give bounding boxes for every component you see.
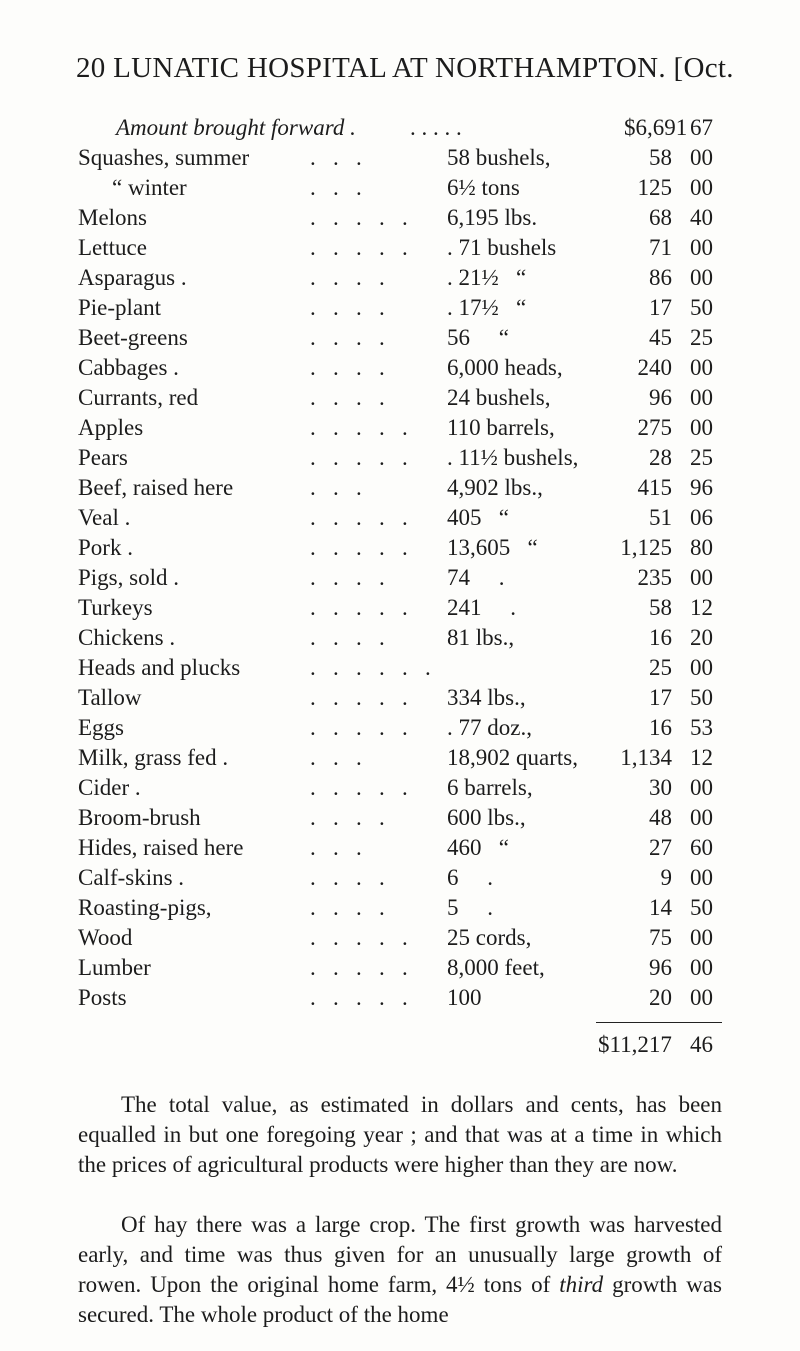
row-item-label: Calf-skins . — [78, 865, 185, 890]
row-cents: 53 — [690, 715, 713, 740]
row-item-label: Melons — [78, 205, 147, 230]
row-quantity: 6,000 heads, — [447, 355, 563, 380]
row-item-label: Roasting-pigs, — [78, 895, 212, 920]
row-cents: 40 — [690, 205, 713, 230]
row-cents: 00 — [690, 955, 713, 980]
row-quantity: 405 “ — [447, 505, 509, 530]
row-dollars: 28 — [649, 445, 672, 470]
row-dollars: 16 — [649, 715, 672, 740]
grand-total-dollars: $11,217 — [598, 1032, 672, 1057]
row-item-label: Wood — [78, 925, 133, 950]
table-row — [0, 655, 800, 685]
row-quantity: 600 lbs., — [447, 805, 526, 830]
table-row — [0, 475, 800, 505]
row-quantity: 58 bushels, — [447, 145, 551, 170]
row-item-label: Asparagus . — [78, 265, 187, 290]
row-dollars: 58 — [649, 595, 672, 620]
row-leader-dots: . . . . . — [310, 595, 408, 620]
row-item-label: Lettuce — [78, 235, 147, 260]
row-cents: 00 — [690, 355, 713, 380]
table-row — [0, 985, 800, 1015]
table-row — [0, 775, 800, 805]
paragraph-hay-crop: Of hay there was a large crop. The first growth was harvested early, and time was thus given for an unusually large growth of rowen. Upon the original home farm, 4½ tons of third growth was secured. The whole product of the home — [78, 1212, 722, 1327]
row-dollars: 9 — [660, 865, 672, 890]
table-row — [0, 715, 800, 745]
row-leader-dots: . . . . . — [310, 955, 408, 980]
row-dollars: 20 — [649, 985, 672, 1010]
row-cents: 20 — [690, 625, 713, 650]
table-row — [0, 805, 800, 835]
row-quantity: 56 “ — [447, 325, 509, 350]
row-cents: 50 — [690, 685, 713, 710]
row-quantity: 460 “ — [447, 835, 509, 860]
row-cents: 96 — [690, 475, 713, 500]
row-cents: 50 — [690, 895, 713, 920]
row-item-label: Posts — [78, 985, 127, 1010]
row-item-label: Cabbages . — [78, 355, 179, 380]
row-cents: 06 — [690, 505, 713, 530]
row-dollars: 96 — [649, 955, 672, 980]
row-cents: 25 — [690, 445, 713, 470]
row-quantity: 18,902 quarts, — [447, 745, 578, 770]
row-cents: 00 — [690, 805, 713, 830]
row-cents: 12 — [690, 745, 713, 770]
row-dollars: 16 — [649, 625, 672, 650]
paragraph-total-value: The total value, as estimated in dollars and cents, has been equalled in but one foregoing year ; and that was at a time in which the prices of agricultural products were higher than they are now. — [78, 1092, 722, 1177]
row-quantity: 74 . — [447, 565, 505, 590]
row-leader-dots: . . . . — [310, 265, 385, 290]
table-row — [0, 295, 800, 325]
row-dollars: 415 — [637, 475, 672, 500]
row-quantity: 110 barrels, — [447, 415, 555, 440]
row-leader-dots: . . . . . — [310, 925, 408, 950]
row-leader-dots: . . . . . — [310, 715, 408, 740]
row-item-label: Pears — [78, 445, 128, 470]
table-row — [0, 385, 800, 415]
row-dollars: 125 — [637, 175, 672, 200]
row-cents: 25 — [690, 325, 713, 350]
table-row — [0, 445, 800, 475]
row-quantity: . 11½ bushels, — [447, 445, 579, 470]
row-item-label: Beet-greens — [78, 325, 188, 350]
row-dollars: 51 — [649, 505, 672, 530]
row-dollars: 240 — [637, 355, 672, 380]
row-leader-dots: . . . . — [310, 805, 385, 830]
row-cents: 00 — [690, 145, 713, 170]
table-row — [0, 745, 800, 775]
row-dollars: 45 — [649, 325, 672, 350]
row-item-label: “ winter — [112, 175, 187, 200]
row-quantity: . 77 doz., — [447, 715, 532, 740]
row-item-label: Heads and plucks — [78, 655, 241, 680]
row-quantity: 24 bushels, — [447, 385, 551, 410]
row-item-label: Currants, red — [78, 385, 199, 410]
table-row — [0, 325, 800, 355]
row-cents: 00 — [690, 655, 713, 680]
table-row — [0, 865, 800, 895]
table-row — [0, 835, 800, 865]
row-dollars: 17 — [649, 295, 672, 320]
brought-forward-label: Amount brought forward . — [116, 115, 356, 140]
row-item-label: Chickens . — [78, 625, 176, 650]
table-row — [0, 205, 800, 235]
table-row — [0, 145, 800, 175]
row-dollars: 71 — [649, 235, 672, 260]
row-cents: 50 — [690, 295, 713, 320]
row-quantity: 4,902 lbs., — [447, 475, 543, 500]
row-leader-dots: . . . . — [310, 865, 385, 890]
row-leader-dots: . . . . . — [310, 205, 408, 230]
row-leader-dots: . . . . — [310, 355, 385, 380]
row-item-label: Squashes, summer — [78, 145, 250, 170]
row-item-label: Turkeys — [78, 595, 153, 620]
row-leader-dots: . . . . — [310, 325, 385, 350]
row-dollars: 25 — [649, 655, 672, 680]
row-dollars: 235 — [637, 565, 672, 590]
brought-forward-dots: . . . . . — [410, 115, 462, 140]
row-item-label: Beef, raised here — [78, 475, 234, 500]
row-quantity: 334 lbs., — [447, 685, 526, 710]
row-dollars: 17 — [649, 685, 672, 710]
table-row — [0, 925, 800, 955]
grand-total-cents: 46 — [690, 1032, 713, 1057]
row-item-label: Eggs — [78, 715, 124, 740]
row-dollars: 1,125 — [620, 535, 672, 560]
row-item-label: Milk, grass fed . — [78, 745, 229, 770]
row-item-label: Lumber — [78, 955, 151, 980]
emphasis-third: third — [559, 1272, 604, 1297]
row-dollars: 1,134 — [620, 745, 672, 770]
table-row — [0, 505, 800, 535]
table-row — [0, 955, 800, 985]
row-leader-dots: . . . — [310, 745, 362, 770]
row-dollars: 58 — [649, 145, 672, 170]
table-row — [0, 535, 800, 565]
row-leader-dots: . . . . — [310, 625, 385, 650]
row-leader-dots: . . . . . — [310, 685, 408, 710]
row-quantity: . 17½ “ — [447, 295, 527, 320]
row-leader-dots: . . . . . — [310, 415, 408, 440]
row-quantity: 6½ tons — [447, 175, 520, 200]
row-dollars: 86 — [649, 265, 672, 290]
table-row — [0, 625, 800, 655]
row-quantity: 6 . — [447, 865, 493, 890]
table-row — [0, 565, 800, 595]
row-leader-dots: . . . . — [310, 385, 385, 410]
row-leader-dots: . . . . — [310, 565, 385, 590]
row-cents: 80 — [690, 535, 713, 560]
table-row — [0, 235, 800, 265]
row-quantity: 25 cords, — [447, 925, 532, 950]
row-item-label: Broom-brush — [78, 805, 201, 830]
table-row — [0, 175, 800, 205]
table-row — [0, 595, 800, 625]
row-leader-dots: . . . . . — [310, 445, 408, 470]
row-item-label: Hides, raised here — [78, 835, 244, 860]
row-item-label: Pork . — [78, 535, 133, 560]
row-cents: 00 — [690, 565, 713, 590]
row-leader-dots: . . . . . . — [310, 655, 431, 680]
row-leader-dots: . . . . . — [310, 505, 408, 530]
row-leader-dots: . . . . . — [310, 775, 408, 800]
row-cents: 00 — [690, 775, 713, 800]
brought-forward-total: $6,691 — [624, 115, 688, 140]
row-quantity: 13,605 “ — [447, 535, 538, 560]
total-rule — [596, 1022, 722, 1023]
row-quantity: 100 — [447, 985, 482, 1010]
row-cents: 00 — [690, 385, 713, 410]
row-cents: 00 — [690, 175, 713, 200]
row-cents: 00 — [690, 925, 713, 950]
brought-forward-cents: 67 — [690, 115, 713, 140]
row-cents: 00 — [690, 415, 713, 440]
row-dollars: 30 — [649, 775, 672, 800]
row-item-label: Pie-plant — [78, 295, 162, 320]
row-quantity: 81 lbs., — [447, 625, 515, 650]
row-item-label: Veal . — [78, 505, 131, 530]
row-cents: 00 — [690, 265, 713, 290]
row-cents: 00 — [690, 235, 713, 260]
page-header: 20 LUNATIC HOSPITAL AT NORTHAMPTON. [Oct. — [76, 52, 734, 84]
row-cents: 60 — [690, 835, 713, 860]
row-item-label: Tallow — [78, 685, 142, 710]
row-quantity: 8,000 feet, — [447, 955, 545, 980]
row-leader-dots: . . . . . — [310, 985, 408, 1010]
row-leader-dots: . . . — [310, 145, 362, 170]
row-leader-dots: . . . . . — [310, 535, 408, 560]
row-cents: 00 — [690, 985, 713, 1010]
row-dollars: 27 — [649, 835, 672, 860]
row-dollars: 68 — [649, 205, 672, 230]
table-row — [0, 265, 800, 295]
row-leader-dots: . . . — [310, 475, 362, 500]
row-item-label: Pigs, sold . — [78, 565, 179, 590]
table-row — [0, 895, 800, 925]
row-quantity: . 21½ “ — [447, 265, 527, 290]
row-dollars: 14 — [649, 895, 672, 920]
row-dollars: 96 — [649, 385, 672, 410]
row-leader-dots: . . . — [310, 835, 362, 860]
row-item-label: Cider . — [78, 775, 141, 800]
row-quantity: 5 . — [447, 895, 493, 920]
row-item-label: Apples — [78, 415, 144, 440]
table-row — [0, 415, 800, 445]
row-quantity: 6 barrels, — [447, 775, 533, 800]
table-row — [0, 355, 800, 385]
row-cents: 12 — [690, 595, 713, 620]
row-quantity: 6,195 lbs. — [447, 205, 538, 230]
row-leader-dots: . . . . . — [310, 235, 408, 260]
row-dollars: 75 — [649, 925, 672, 950]
row-quantity: . 71 bushels — [447, 235, 557, 260]
row-leader-dots: . . . — [310, 175, 362, 200]
table-row — [0, 685, 800, 715]
row-quantity: 241 . — [447, 595, 516, 620]
row-leader-dots: . . . . — [310, 895, 385, 920]
row-dollars: 48 — [649, 805, 672, 830]
row-cents: 00 — [690, 865, 713, 890]
row-dollars: 275 — [637, 415, 672, 440]
row-leader-dots: . . . . — [310, 295, 385, 320]
